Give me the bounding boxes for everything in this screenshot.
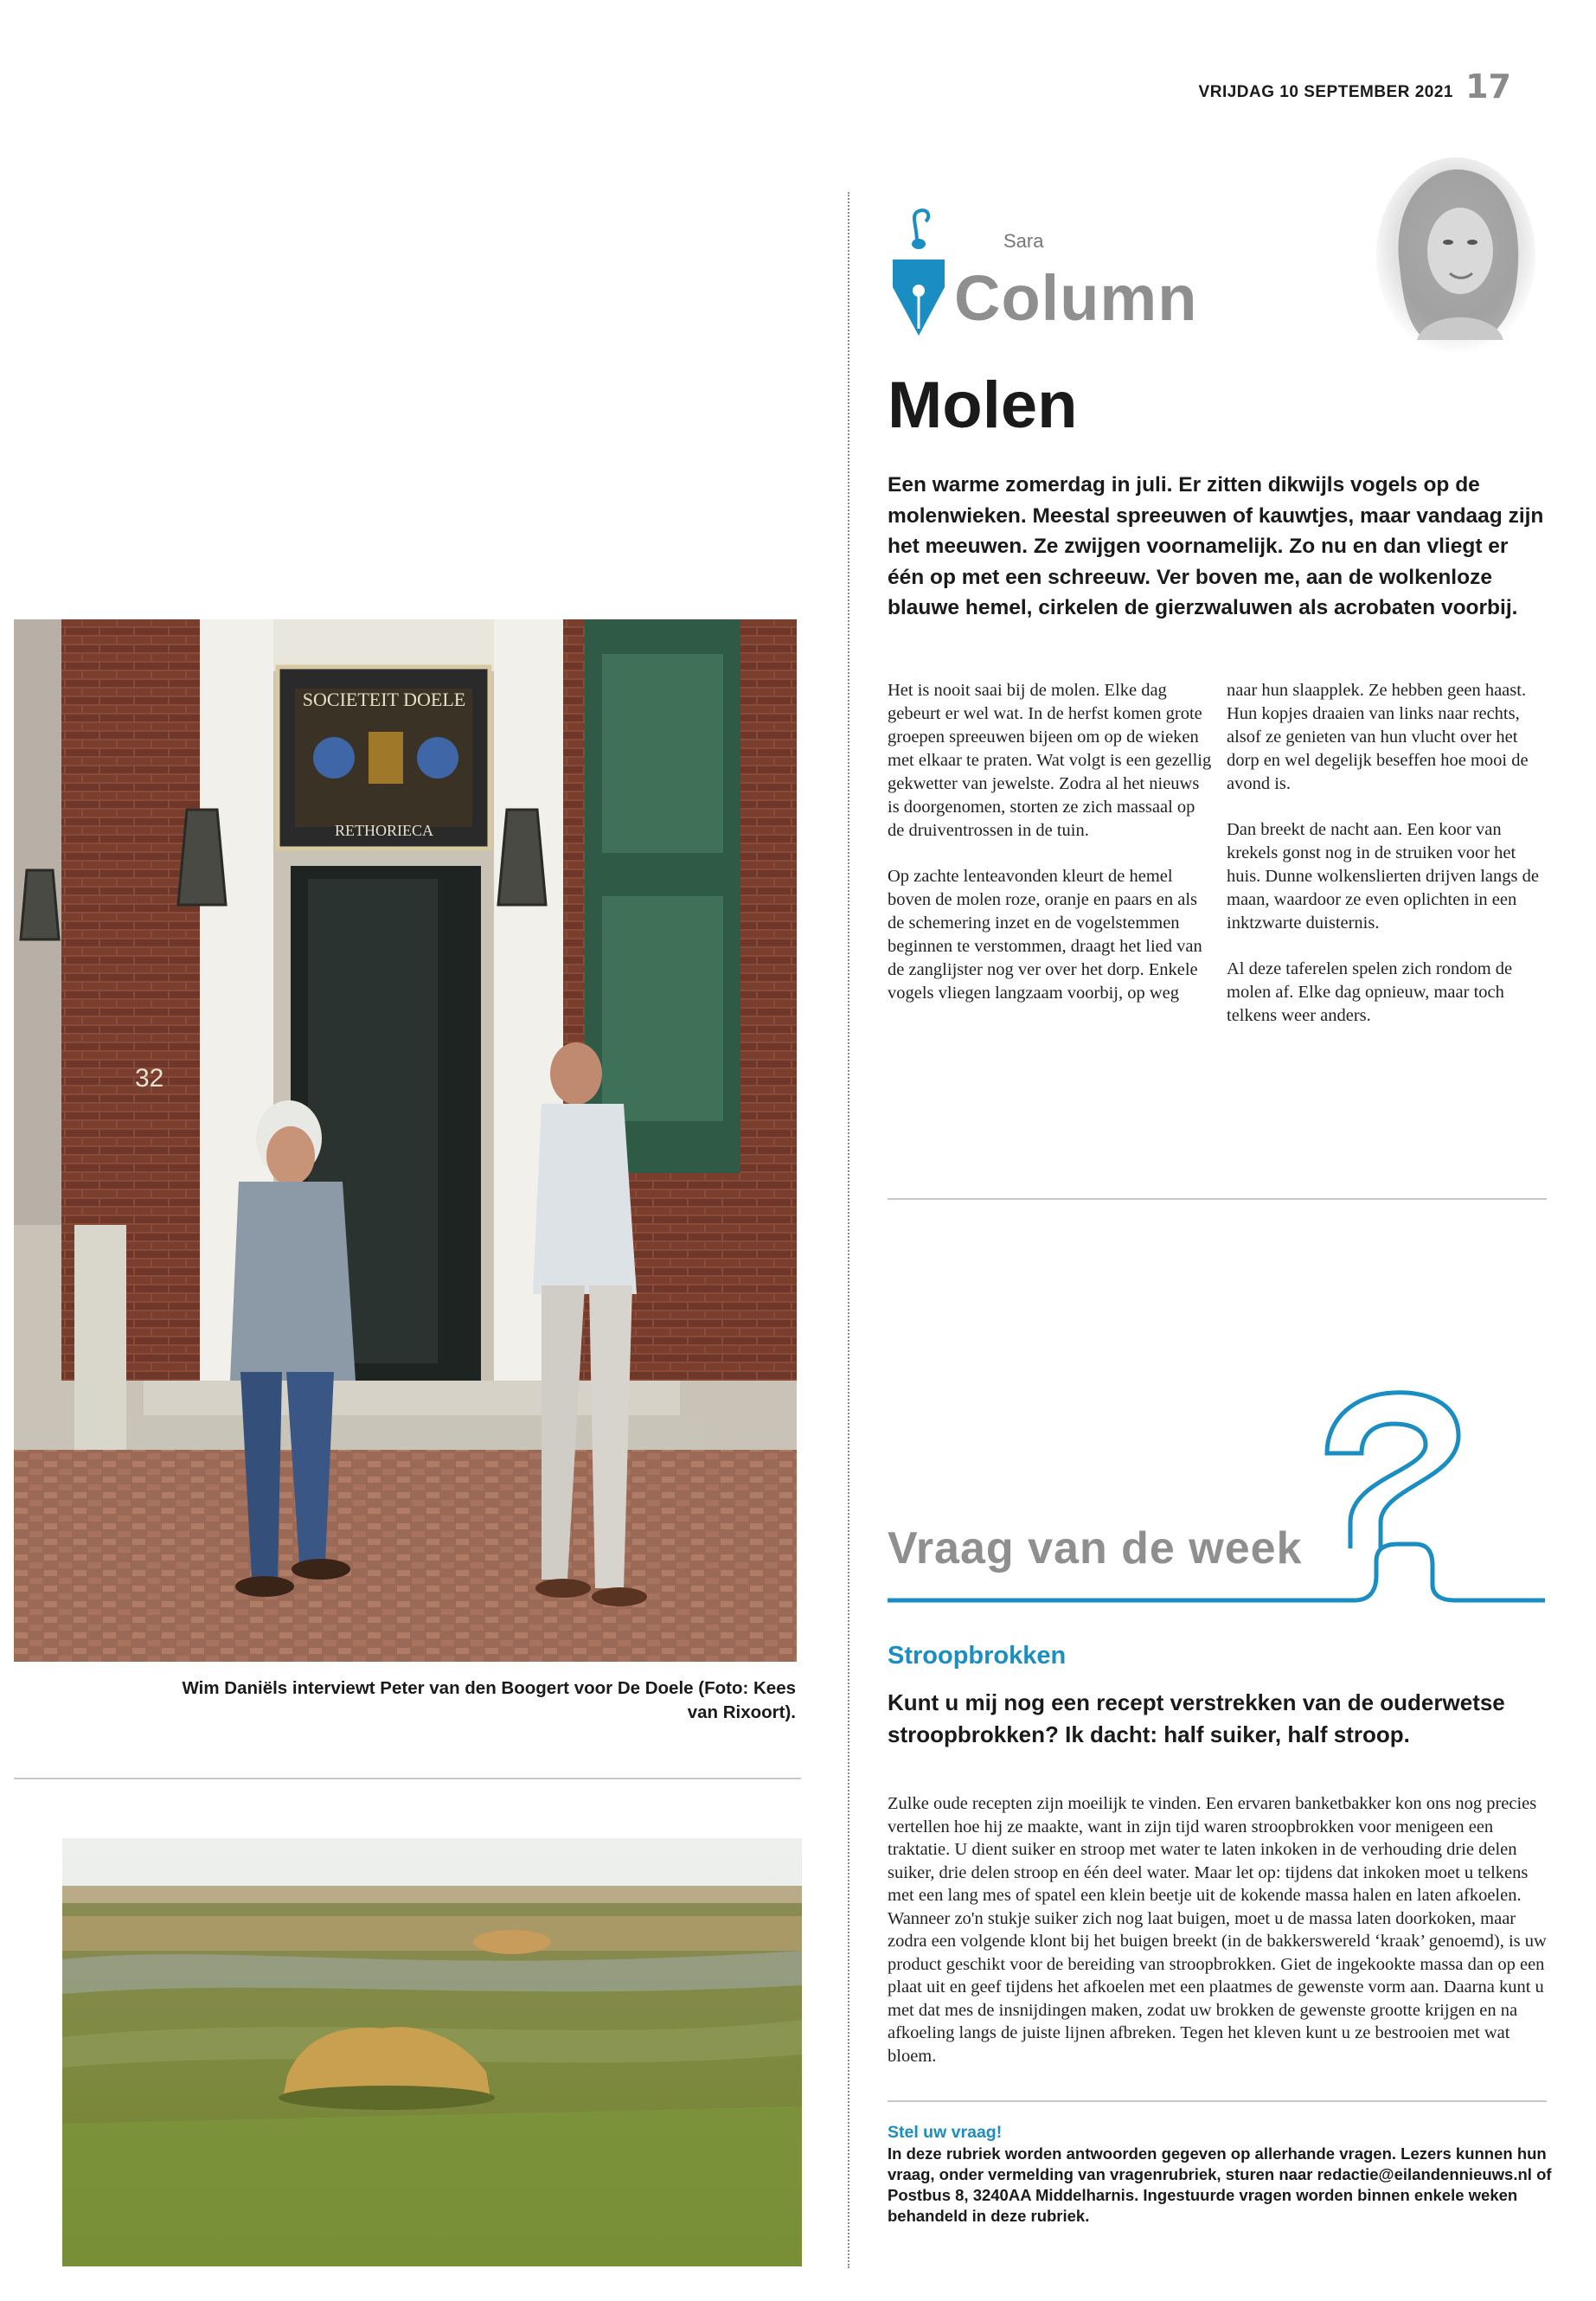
house-number: 32 [135, 1064, 164, 1093]
page-number: 17 [1465, 67, 1511, 106]
article-paragraph: Op zachte lenteavonden kleurt de hemel boven de molen roze, oranje en paars en als de schemering inzet en de vogelstemmen beginnen te verstommen, draagt het lied van de zanglijster nog ver over het dorp. Enkele vogels vliegen langzaam voorbij, op weg [888, 867, 1202, 1003]
photo-salt-marsh [62, 1838, 802, 2266]
article-body-column-1 [888, 679, 1212, 1028]
section-divider [14, 1778, 801, 1779]
vraag-heading: Vraag van de week [888, 1523, 1303, 1574]
article-paragraph: Dan breekt de nacht aan. Een koor van krekels gonst nog in de struiken voor het huis. Dunne wolkenslierten drijven langs de maan, waardoor ze even oplichten in een inktzwarte duisternis. [1227, 820, 1539, 933]
question-mark-icon [888, 1384, 1545, 1609]
article-body-column-2 [1227, 679, 1551, 1050]
section-divider [888, 2100, 1547, 2102]
article-lead: Een warme zomerdag in juli. Er zitten dikwijls vogels op de molenwieken. Meestal spreeuwen of kauwtjes, maar vandaag zijn het meeuwen. Ze zwijgen voornamelijk. Zo nu en dan vliegt er één op met een schreeuw. Ver boven me, aan de wolkenloze blauwe hemel, cirkelen de gierzwaluwen als acrobaten voorbij. [888, 473, 1544, 619]
article-paragraph: Het is nooit saai bij de molen. Elke dag gebeurt er wel wat. In de herfst komen grote groepen spreeuwen bijeen om op de wieken met elkaar te praten. Wat volgt is een gezellig gekwetter van jewelste. Zodra al het nieuws is doorgenomen, storten ze zich massaal op de druiventrossen in de tuin. [888, 681, 1212, 840]
door-sign-top: SOCIETEIT DOELE [302, 689, 466, 710]
vraag-answer: Zulke oude recepten zijn moeilijk te vinden. Een ervaren banketbakker kon ons nog precies vertellen hoe hij ze maakte, want in zijn tijd waren stroopbrokken voor menigeen een traktatie. U dient suiker en stroop met water te laten inkoken in de verhouding drie delen suiker, drie delen stroop en één deel water. Maar let op: tijdens dat inkoken moet u telkens met een lang mes of spatel een klein beetje uit de kokende massa halen en laten afkoelen. Wanneer zo'n stukje suiker zich nog laat buigen, moet u de massa laten doorkoken, maar zodra een volgende klont bij het buigen breekt (in de bakkerswereld ‘kraak’ genoemd), is uw product geschikt voor de bereiding van stroopbrokken. Giet de ingekookte massa dan op een plaat uit en geef tijdens het afkoelen met een plaatmes de gewenste vorm aan. Daarna kunt u met dat mes de insnijdingen maken, zodat uw brokken de gewenste grootte krijgen en na afkoeling langs de juiste lijnen afbreken. Tegen het kleven kunt u ze bestrooien met wat bloem. [888, 1794, 1547, 2066]
vraag-subtitle: Stroopbrokken [888, 1642, 1067, 1670]
vraag-question: Kunt u mij nog een recept verstrekken van de ouderwetse stroopbrokken? Ik dacht: half suiker, half stroop. [888, 1689, 1505, 1747]
article-paragraph: naar hun slaapplek. Ze hebben geen haast. Hun kopjes draaien van links naar rechts, alsof ze genieten van hun vlucht over het dorp en wel degelijk beseffen hoe mooi de avond is. [1227, 681, 1529, 793]
stel-uw-vraag-heading: Stel uw vraag! [888, 2123, 1003, 2142]
door-sign-bottom: RETHORIECA [335, 822, 433, 839]
fountain-pen-mouse-icon [884, 208, 953, 337]
author-portrait [1374, 154, 1538, 357]
article-title: Molen [888, 369, 1078, 442]
article-paragraph: Al deze taferelen spelen zich rondom de molen af. Elke dag opnieuw, maar toch telkens weer anders. [1227, 959, 1513, 1025]
stel-uw-vraag-text: In deze rubriek worden antwoorden gegeven op allerhande vragen. Lezers kunnen hun vraag, onder vermelding van vragenrubriek, sturen naar redactie@eilandennieuws.nl of Postbus 8, 3240AA Middelharnis. Ingestuurde vragen worden binnen enkele weken behandeld in deze rubriek. [888, 2144, 1552, 2225]
photo-caption: Wim Daniëls interviewt Peter van den Boogert voor De Doele (Foto: Kees van Rixoort). [182, 1678, 796, 1722]
page-date: VRIJDAG 10 SEPTEMBER 2021 [1198, 83, 1453, 101]
section-divider [888, 1198, 1547, 1200]
column-label: Column [954, 262, 1198, 334]
column-divider [848, 192, 849, 2268]
photo-societeit-doele [14, 619, 797, 1662]
author-name: Sara [1003, 230, 1044, 252]
